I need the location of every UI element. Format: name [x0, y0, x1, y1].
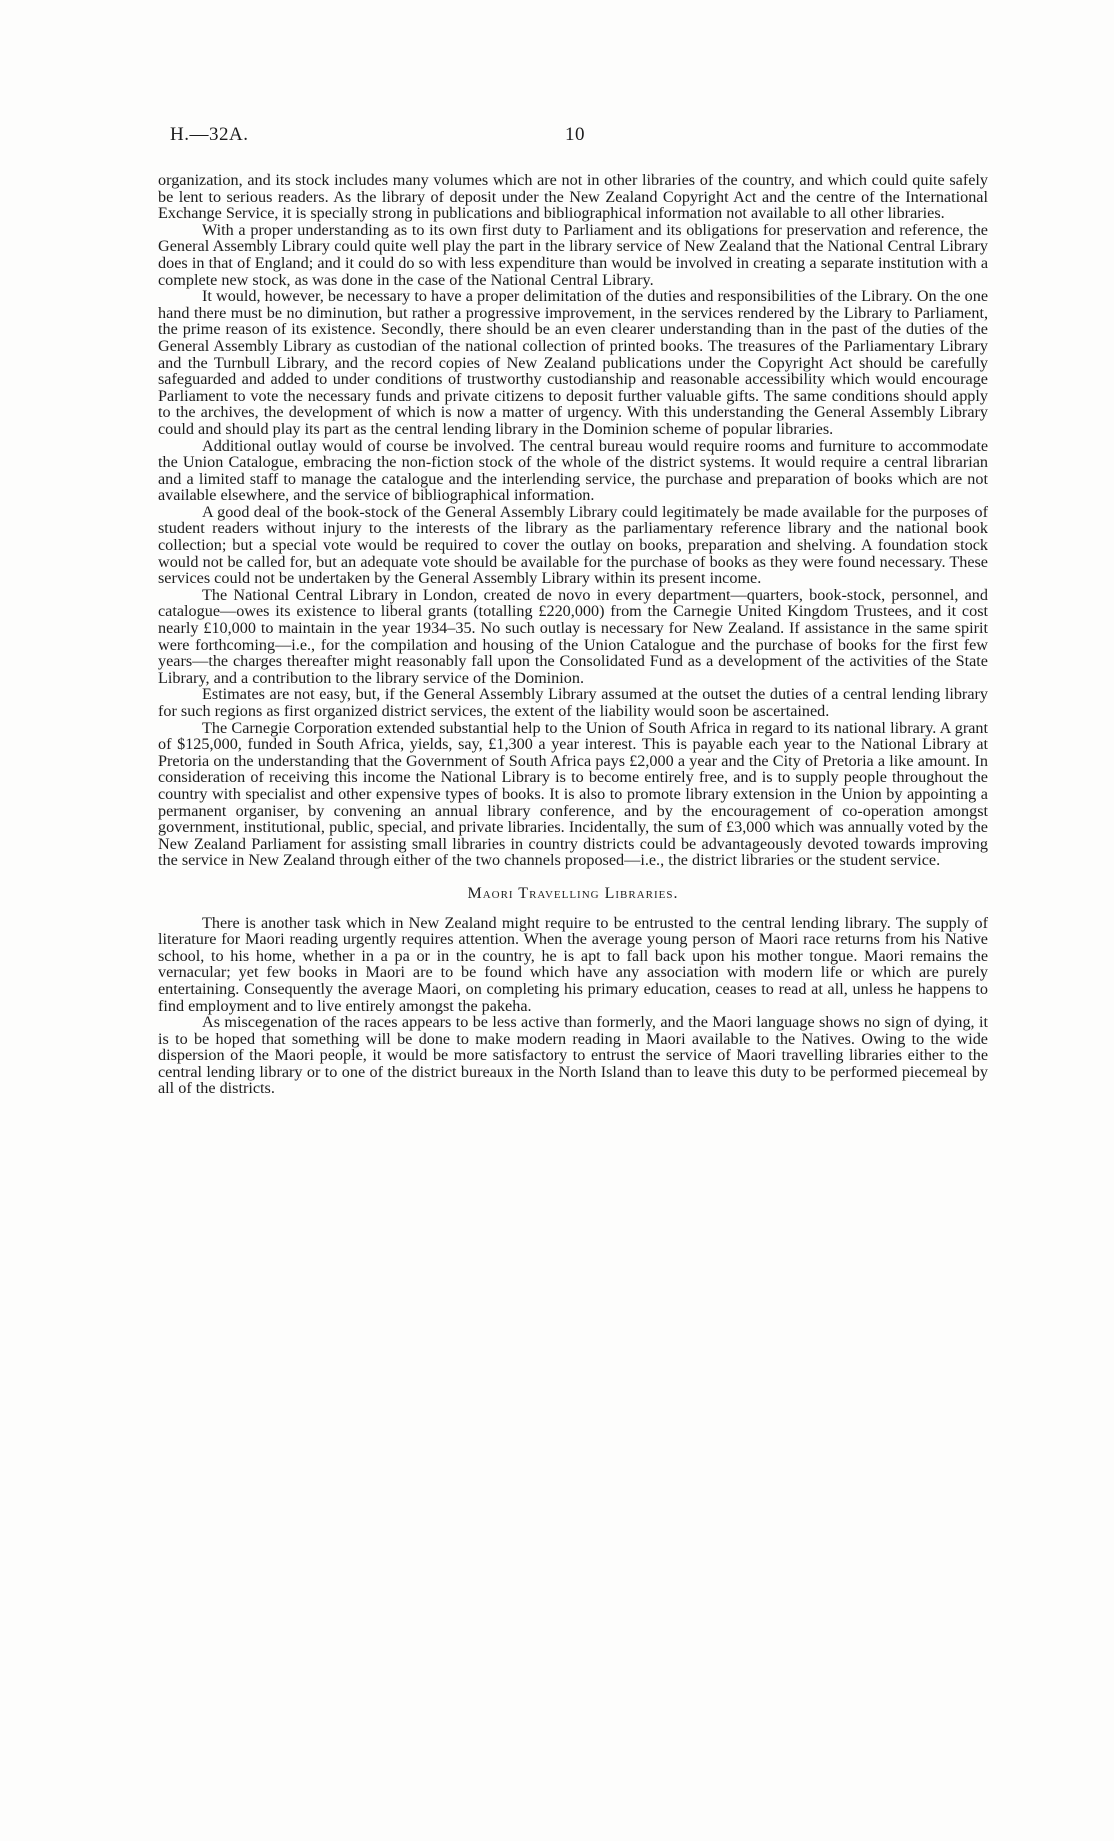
paragraph: Additional outlay would of course be involved. The central bureau would require rooms and furniture to accommodate the Union Catalogue, embracing the non-fiction stock of the whole of the district systems. It would require a central librarian and a limited staff to manage the catalogue and the interlending service, the purchase and preparation of books which are not available elsewhere, and the service of bibliographical information. — [158, 436, 988, 505]
paragraph: The National Central Library in London, created de novo in every department—quarters, book-stock, personnel, and catalogue—owes its existence to liberal grants (totalling £220,000) from the Carnegie United Kingdom Trustees, and it cost nearly £10,000 to maintain in the year 1934–35. No such outlay is necessary for New Zealand. If assistance in the same spirit were forthcoming—i.e., for the compilation and housing of the Union Catalogue and the purchase of books for the first few years—the charges thereafter might reasonably fall upon the Consolidated Fund as a development of the activities of the State Library, and a contribution to the library service of the Dominion. — [158, 585, 988, 687]
paragraph: A good deal of the book-stock of the General Assembly Library could legitimately be made available for the purposes of student readers without injury to the interests of the library as the parliamentary reference library and the national book collection; but a special vote would be required to cover the outlay on books, preparation and shelving. A foundation stock would not be called for, but an adequate vote should be available for the purchase of books as they were found necessary. These services could not be undertaken by the General Assembly Library within its present income. — [158, 502, 988, 588]
paragraph: There is another task which in New Zealand might require to be entrusted to the central lending library. The supply of literature for Maori reading urgently requires attention. When the average young person of Maori race returns from his Native school, to his home, whether in a pa or in the country, he is apt to fall back upon his mother tongue. Maori remains the vernacular; yet few books in Maori are to be found which have any association with modern life or which are purely entertaining. Consequently the average Maori, on completing his primary education, ceases to read at all, unless he happens to find employment and to live entirely amongst the pakeha. — [158, 913, 988, 1015]
page-header — [170, 124, 990, 148]
paragraph: Estimates are not easy, but, if the General Assembly Library assumed at the outset the duties of a central lending library for such regions as first organized district services, the extent of the liability would soon be ascertained. — [158, 685, 988, 720]
page-number: 10 — [565, 124, 585, 145]
paragraph: It would, however, be necessary to have a proper delimitation of the duties and responsibilities of the Library. On the one hand there must be no diminution, but rather a progressive improvement, in the services rendered by the Library to Parliament, the prime reason of its existence. Secondly, there should be an even clearer understanding than in the past of the duties of the General Assembly Library as custodian of the national collection of printed books. The treasures of the Parliamentary Library and the Turnbull Library, and the record copies of New Zealand publications under the Copyright Act should be carefully safeguarded and added to under conditions of trustworthy custodianship and reasonable accessibility which would encourage Parliament to vote the necessary funds and private citizens to deposit further valuable gifts. The same conditions should apply to the archives, the development of which is now a matter of urgency. With this understanding the General Assembly Library could and should play its part as the central lending library in the Dominion scheme of popular libraries. — [158, 287, 988, 438]
paragraph: With a proper understanding as to its own first duty to Parliament and its obligations for preservation and reference, the General Assembly Library could quite well play the part in the library service of New Zealand that the National Central Library does in that of England; and it could do so with less expenditure than would be involved in creating a separate institution with a complete new stock, as was done in the case of the National Central Library. — [158, 220, 988, 289]
section-heading: Maori Travelling Libraries. — [467, 884, 679, 902]
paragraph: The Carnegie Corporation extended substantial help to the Union of South Africa in regard to its national library. A grant of $125,000, funded in South Africa, yields, say, £1,300 a year interest. This is payable each year to the National Library at Pretoria on the understanding that the Government of South Africa pays £2,000 a year and the City of Pretoria a like amount. In consideration of receiving this income the National Library is to become entirely free, and is to supply people throughout the country with specialist and other expensive types of books. It is also to promote library extension in the Union by appointing a permanent organiser, by convening an annual library conference, and by the encouragement of co-operation amongst government, institutional, public, special, and private libraries. Incidentally, the sum of £3,000 which was annually voted by the New Zealand Parliament for assisting small libraries in country districts could be advantageously devoted towards improving the service in New Zealand through either of the two channels proposed—i.e., the district libraries or the student service. — [158, 718, 988, 870]
paragraph: As miscegenation of the races appears to be less active than formerly, and the Maori language shows no sign of dying, it is to be hoped that something will be done to make modern reading in Maori available to the Natives. Owing to the wide dispersion of the Maori people, it would be more satisfactory to entrust the service of Maori travelling libraries either to the central lending library or to one of the district bureaux in the North Island than to leave this duty to be performed piecemeal by all of the districts. — [158, 1013, 988, 1098]
document-body — [158, 172, 988, 1097]
paragraph-continued: organization, and its stock includes many volumes which are not in other libraries of the country, and which could quite safely be lent to serious readers. As the library of deposit under the New Zealand Copyright Act and the centre of the International Exchange Service, it is specially strong in publications and bibliographical information not available to all other libraries. — [158, 171, 988, 223]
document-id: H.—32A. — [170, 124, 249, 145]
